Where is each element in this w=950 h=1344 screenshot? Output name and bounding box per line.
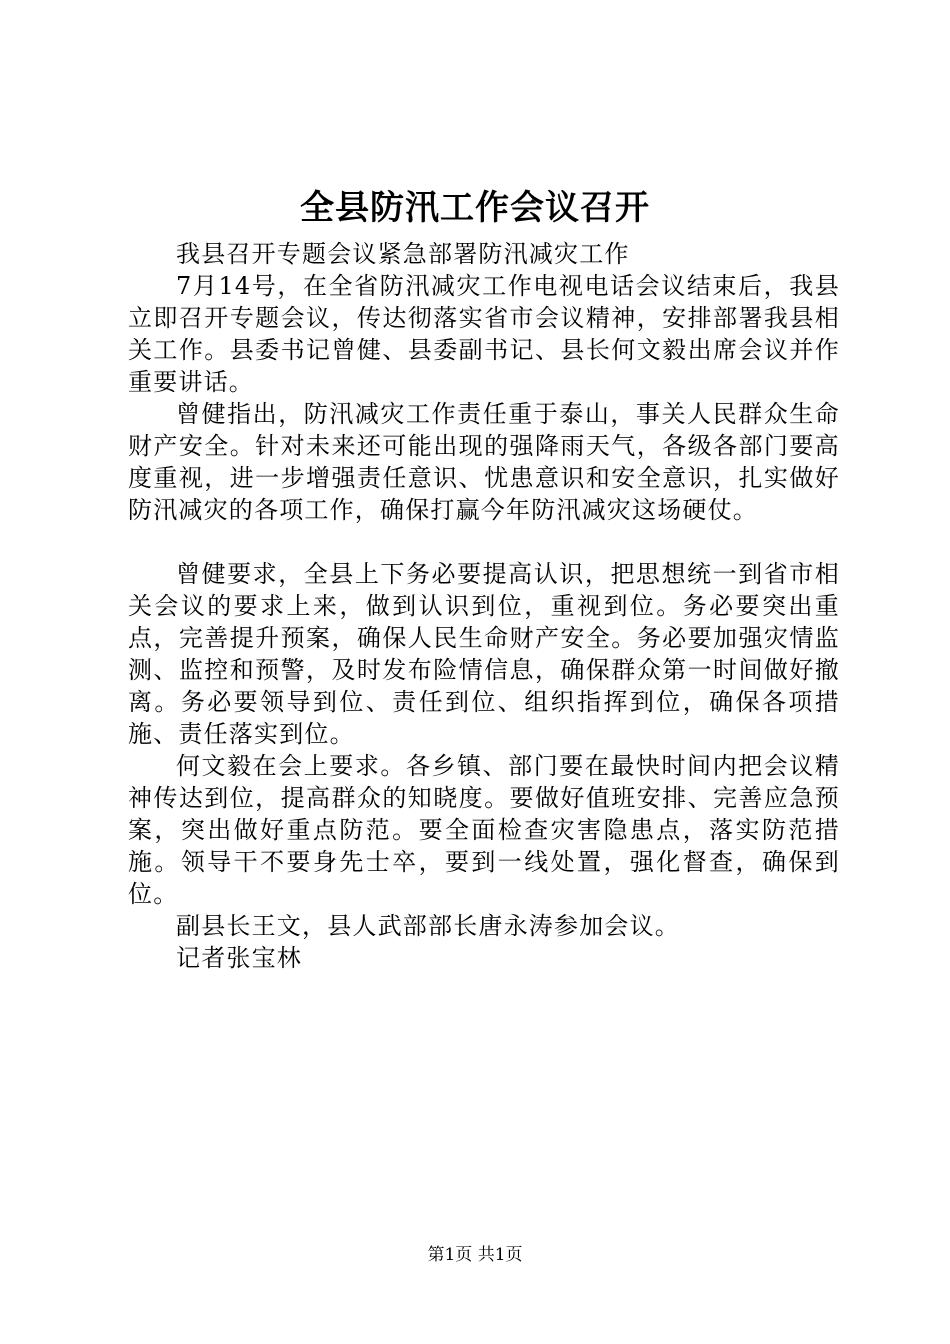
document-title: 全县防汛工作会议召开 (300, 188, 650, 228)
paragraph-spacer (128, 526, 840, 558)
document-body (128, 238, 840, 974)
paragraph-hewenyi-requirements: 何文毅在会上要求。各乡镇、部门要在最快时间内把会议精神传达到位，提高群众的知晓度。要做好值班安排、完善应急预案，突出做好重点防范。要全面检查灾害隐患点，落实防范措施。领导干不要身先士卒，要到一线处置，强化督查，确保到位。 (128, 752, 840, 908)
paragraph-subtitle: 我县召开专题会议紧急部署防汛减灾工作 (176, 240, 630, 268)
paragraph-reporter: 记者张宝林 (176, 944, 302, 972)
paragraph-zengjian-remarks: 曾健指出，防汛减灾工作责任重于泰山，事关人民群众生命财产安全。针对未来还可能出现的强降雨天气，各级各部门要高度重视，进一步增强责任意识、忧患意识和安全意识，扎实做好防汛减灾的各项工作，确保打赢今年防汛减灾这场硬仗。 (128, 400, 840, 524)
paragraph-meeting-intro: 7月14号，在全省防汛减灾工作电视电话会议结束后，我县立即召开专题会议，传达彻落实省市会议精神，安排部署我县相关工作。县委书记曾健、县委副书记、县长何文毅出席会议并作重要讲话。 (128, 272, 840, 396)
paragraph-attendees: 副县长王文，县人武部部长唐永涛参加会议。 (176, 912, 680, 940)
page-number-footer: 第1页 共1页 (427, 1245, 523, 1265)
paragraph-zengjian-requirements: 曾健要求，全县上下务必要提高认识，把思想统一到省市相关会议的要求上来，做到认识到位，重视到位。务必要突出重点，完善提升预案，确保人民生命财产安全。务必要加强灾情监测、监控和预警，及时发布险情信息，确保群众第一时间做好撤离。务必要领导到位、责任到位、组织指挥到位，确保各项措施、责任落实到位。 (128, 560, 840, 748)
